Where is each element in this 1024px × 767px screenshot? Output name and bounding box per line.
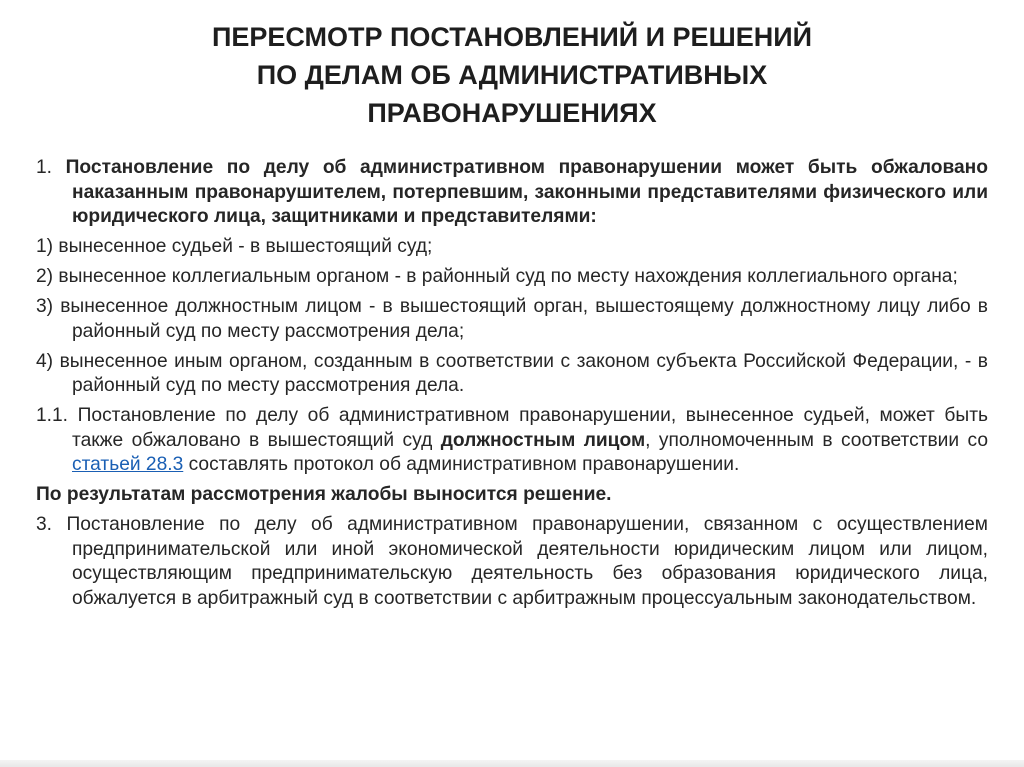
title-line-1: ПЕРЕСМОТР ПОСТАНОВЛЕНИЙ И РЕШЕНИЙ (211, 22, 813, 52)
title-line-3: ПРАВОНАРУШЕНИЯХ (367, 98, 657, 128)
article-28-3-link[interactable]: статьей 28.3 (72, 454, 184, 475)
paragraph-item-3: 3) вынесенное должностным лицом - в вышестоящий орган, вышестоящему должностному лицу либо в районный суд по месту рассмотрения дела; (36, 296, 988, 342)
paragraph-1-1-text-middle: , уполномоченным в соответствии со (645, 429, 988, 451)
page-title (80, 18, 944, 132)
paragraph-item-1: 1) вынесенное судьей - в вышестоящий суд; (36, 236, 433, 257)
slide-body (36, 156, 988, 617)
paragraph-1 (36, 156, 988, 230)
paragraph-1-1 (36, 404, 988, 478)
slide-bottom-edge (0, 760, 1024, 767)
paragraph-item-2: 2) вынесенное коллегиальным органом - в районный суд по месту нахождения коллегиального органа; (36, 266, 958, 287)
paragraph-decision: По результатам рассмотрения жалобы выносится решение. (36, 484, 612, 505)
paragraph-1-number: 1. (36, 157, 66, 178)
paragraph-3: 3. Постановление по делу об административном правонарушении, связанном с осуществлением предпринимательской или иной экономической деятельности юридическим лицом или лицом, осуществляющим предпринимательскую деятельность без образования юридического лица, обжалуется в арбитражный суд в соответствии с арбитражным процессуальным законодательством. (36, 514, 988, 609)
title-line-2: ПО ДЕЛАМ ОБ АДМИНИСТРАТИВНЫХ (256, 60, 768, 90)
paragraph-1-1-text-before: 1.1. Постановление по делу об административном правонарушении, вынесенное судьей, может быть также обжаловано в вышестоящий суд (36, 405, 988, 451)
paragraph-1-1-bold-text: должностным лицом (440, 429, 646, 451)
paragraph-item-4: 4) вынесенное иным органом, созданным в соответствии с законом субъекта Российской Федерации, - в районный суд по месту рассмотрения дела. (36, 350, 988, 396)
paragraph-1-1-text-after: составлять протокол об административном правонарушении. (183, 454, 740, 475)
paragraph-1-bold-text: Постановление по делу об административном правонарушении может быть обжаловано наказанным правонарушителем, потерпевшим, законными представителями физического или юридического лица, защитниками и представителями: (65, 157, 988, 227)
